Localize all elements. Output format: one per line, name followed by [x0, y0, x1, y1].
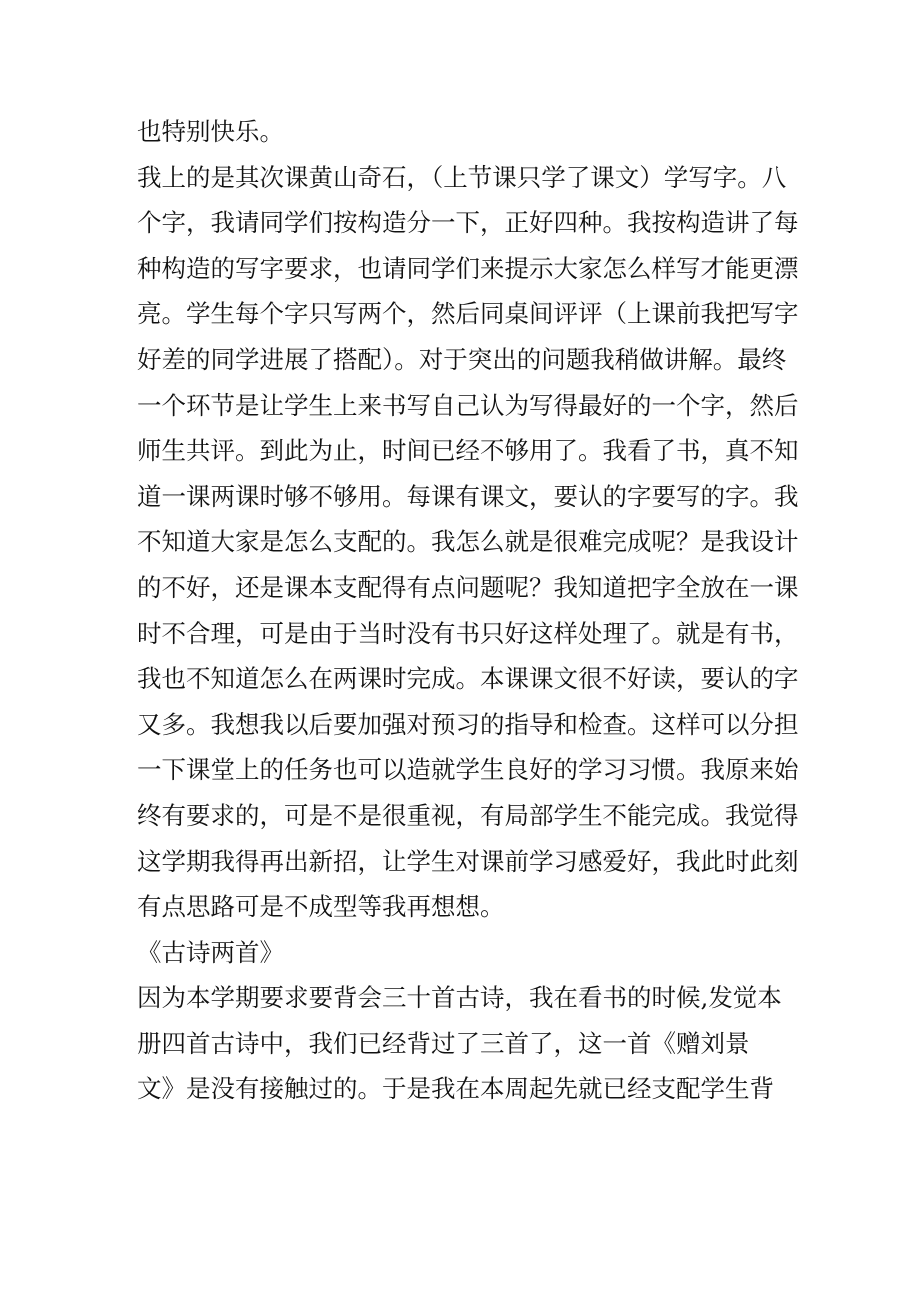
text-line: 种构造的写字要求，也请同学们来提示大家怎么样写才能更漂 — [137, 253, 799, 283]
text-line: 好差的同学进展了搭配）。对于突出的问题我稍做讲解。最终 — [137, 344, 787, 374]
text-line: 不知道大家是怎么支配的。我怎么就是很难完成呢？是我设计 — [137, 527, 799, 557]
text-line: 有点思路可是不成型等我再想想。 — [137, 892, 505, 922]
text-line: 我也不知道怎么在两课时完成。本课课文很不好读，要认的字 — [137, 664, 799, 694]
text-line: 这学期我得再出新招，让学生对课前学习感爱好，我此时此刻 — [137, 846, 799, 876]
text-line: 我上的是其次课黄山奇石，（上节课只学了课文）学写字。八 — [137, 162, 787, 192]
text-line: 一下课堂上的任务也可以造就学生良好的学习习惯。我原来始 — [137, 755, 799, 785]
text-line: 亮。学生每个字只写两个，然后同桌间评评（上课前我把写字 — [137, 299, 799, 329]
text-line: 个字，我请同学们按构造分一下，正好四种。我按构造讲了每 — [137, 208, 799, 238]
text-line: 终有要求的，可是不是很重视，有局部学生不能完成。我觉得 — [137, 800, 799, 830]
text-line: 一个环节是让学生上来书写自己认为写得最好的一个字，然后 — [137, 390, 799, 420]
text-line: 册四首古诗中，我们已经背过了三首了，这一首《赠刘景 — [137, 1028, 750, 1058]
text-line: 道一课两课时够不够用。每课有课文，要认的字要写的字。我 — [137, 481, 799, 511]
text-line: 的不好，还是课本支配得有点问题呢？我知道把字全放在一课 — [137, 572, 799, 602]
text-line: 又多。我想我以后要加强对预习的指导和检查。这样可以分担 — [137, 709, 799, 739]
body-text — [137, 109, 799, 1112]
text-line: 师生共评。到此为止，时间已经不够用了。我看了书，真不知 — [137, 436, 799, 466]
section-title: 《古诗两首》 — [137, 937, 284, 967]
text-line: 因为本学期要求要背会三十首古诗，我在看书的时候,发觉本 — [137, 983, 782, 1013]
text-line: 时不合理，可是由于当时没有书只好这样处理了。就是有书， — [137, 618, 799, 648]
text-line: 也特别快乐。 — [137, 117, 284, 146]
text-line: 文》是没有接触过的。于是我在本周起先就已经支配学生背 — [137, 1074, 774, 1104]
